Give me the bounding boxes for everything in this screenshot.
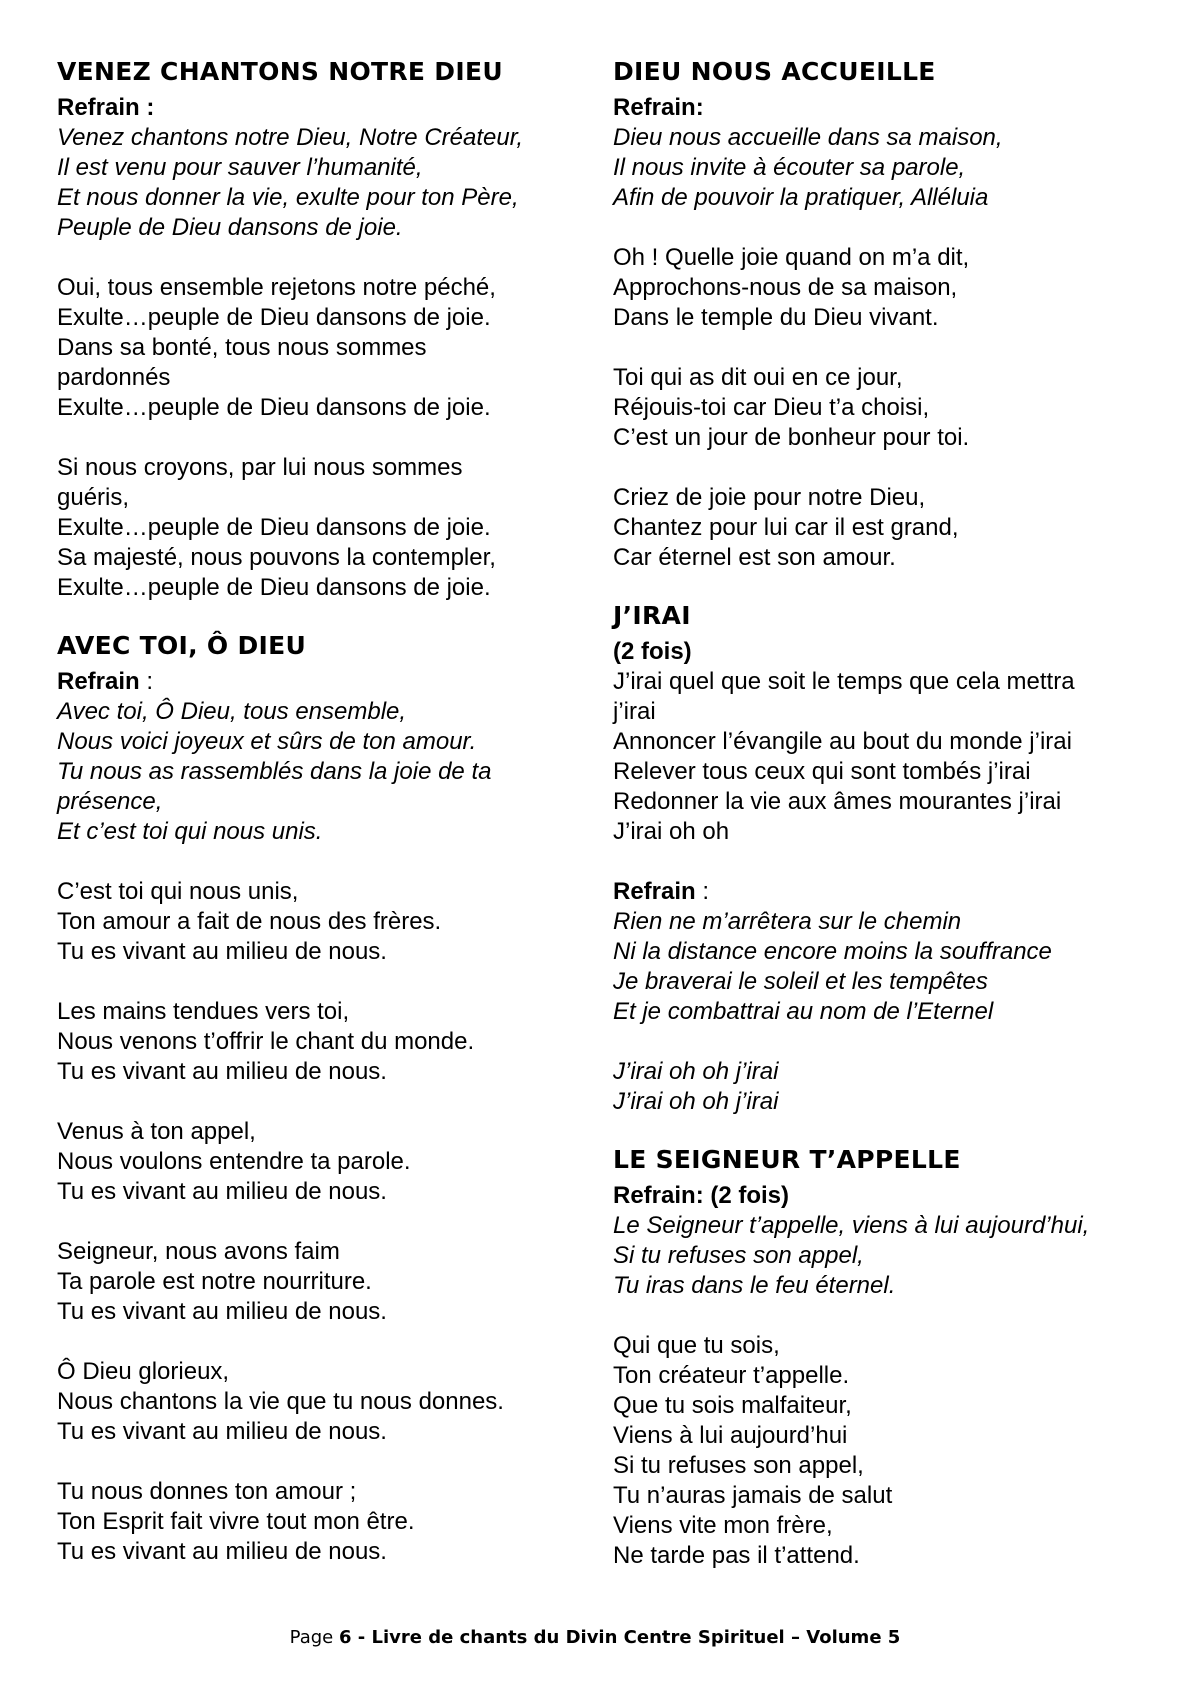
right-column	[613, 55, 1143, 1597]
verse-line: Tu es vivant au milieu de nous.	[57, 1058, 387, 1085]
refrain-line: Je braverai le soleil et les tempêtes	[613, 968, 988, 995]
refrain-label: Refrain :	[57, 668, 154, 695]
verse-line: Toi qui as dit oui en ce jour,	[613, 364, 903, 391]
page-footer	[0, 1626, 1190, 1650]
verse	[57, 997, 577, 1087]
refrain-line: Et nous donner la vie, exulte pour ton Père,	[57, 184, 519, 211]
verse	[57, 1357, 577, 1447]
coda-line: J’irai oh oh j’irai	[613, 1088, 779, 1115]
verse-line: Exulte…peuple de Dieu dansons de joie.	[57, 304, 491, 331]
verse-line: Criez de joie pour notre Dieu,	[613, 484, 926, 511]
verse-line: Dans le temple du Dieu vivant.	[613, 304, 939, 331]
coda	[613, 1057, 1143, 1117]
verse-line: Ne tarde pas il t’attend.	[613, 1542, 860, 1569]
verse-line: Tu es vivant au milieu de nous.	[57, 938, 387, 965]
page-number: 6	[338, 1627, 352, 1648]
verse-line: Viens à lui aujourd’hui	[613, 1422, 848, 1449]
verse-line: Sa majesté, nous pouvons la contempler,	[57, 544, 496, 571]
verse-line: Venus à ton appel,	[57, 1118, 256, 1145]
refrain-line: Il nous invite à écouter sa parole,	[613, 154, 966, 181]
song-title: LE SEIGNEUR T’APPELLE	[613, 1145, 961, 1174]
refrain-line: Et je combattrai au nom de l’Eternel	[613, 998, 994, 1025]
verse-line: Oh ! Quelle joie quand on m’a dit,	[613, 244, 970, 271]
verse-line: Ô Dieu glorieux,	[57, 1358, 230, 1385]
refrain-line: Ni la distance encore moins la souffrance	[613, 938, 1052, 965]
song-title: VENEZ CHANTONS NOTRE DIEU	[57, 57, 503, 86]
verse	[57, 877, 577, 967]
verse-line: Redonner la vie aux âmes mourantes j’irai	[613, 788, 1062, 815]
verse-line: Tu es vivant au milieu de nous.	[57, 1298, 387, 1325]
verse-line: Exulte…peuple de Dieu dansons de joie.	[57, 514, 491, 541]
song-le-seigneur-tappelle	[613, 1143, 1143, 1571]
verse-line: Seigneur, nous avons faim	[57, 1238, 340, 1265]
refrain-line: Venez chantons notre Dieu, Notre Créateur,	[57, 124, 524, 151]
verse-line: Que tu sois malfaiteur,	[613, 1392, 852, 1419]
song-avec-toi	[57, 629, 577, 1567]
verse-line: C’est toi qui nous unis,	[57, 878, 299, 905]
verse	[57, 453, 577, 603]
refrain-label: Refrain :	[613, 878, 710, 905]
verse-line: Car éternel est son amour.	[613, 544, 896, 571]
verse-line: Viens vite mon frère,	[613, 1512, 833, 1539]
refrain-label: Refrain:	[613, 94, 704, 121]
verse	[57, 1117, 577, 1207]
verse-line: Tu es vivant au milieu de nous.	[57, 1538, 387, 1565]
verse-line: Réjouis-toi car Dieu t’a choisi,	[613, 394, 930, 421]
verse-line: Ton créateur t’appelle.	[613, 1362, 850, 1389]
refrain-line: Afin de pouvoir la pratiquer, Alléluia	[613, 184, 989, 211]
verse-line: Oui, tous ensemble rejetons notre péché,	[57, 274, 496, 301]
song-dieu-nous-accueille	[613, 55, 1143, 573]
verse	[57, 1237, 577, 1327]
song-title: AVEC TOI, Ô DIEU	[57, 631, 307, 660]
verse-line: pardonnés	[57, 364, 171, 391]
refrain	[57, 697, 577, 847]
verse-line: Ta parole est notre nourriture.	[57, 1268, 372, 1295]
refrain-line: Rien ne m’arrêtera sur le chemin	[613, 908, 962, 935]
verse-line: Nous chantons la vie que tu nous donnes.	[57, 1388, 504, 1415]
verse-line: guéris,	[57, 484, 130, 511]
verse	[57, 1477, 577, 1567]
refrain	[57, 123, 577, 243]
verse	[613, 363, 1143, 453]
verse-line: Nous venons t’offrir le chant du monde.	[57, 1028, 475, 1055]
verse-line: Si tu refuses son appel,	[613, 1452, 864, 1479]
refrain-line: Si tu refuses son appel,	[613, 1242, 864, 1269]
refrain	[613, 1211, 1143, 1301]
refrain-line: Dieu nous accueille dans sa maison,	[613, 124, 1003, 151]
verse-line: Exulte…peuple de Dieu dansons de joie.	[57, 394, 491, 421]
verse-line: Annoncer l’évangile au bout du monde j’irai	[613, 728, 1072, 755]
refrain-line: Tu iras dans le feu éternel.	[613, 1272, 896, 1299]
refrain-line: Nous voici joyeux et sûrs de ton amour.	[57, 728, 477, 755]
verse-line: J’irai quel que soit le temps que cela mettra	[613, 668, 1075, 695]
verse-line: Ton Esprit fait vivre tout mon être.	[57, 1508, 415, 1535]
refrain-line: Et c’est toi qui nous unis.	[57, 818, 323, 845]
refrain-line: présence,	[57, 788, 163, 815]
refrain-line: Il est venu pour sauver l’humanité,	[57, 154, 423, 181]
verse	[57, 273, 577, 423]
verse-line: Tu n’auras jamais de salut	[613, 1482, 893, 1509]
verse-line: Chantez pour lui car il est grand,	[613, 514, 959, 541]
verse-line: Tu es vivant au milieu de nous.	[57, 1418, 387, 1445]
coda-line: J’irai oh oh j’irai	[613, 1058, 779, 1085]
verse-line: J’irai oh oh	[613, 818, 730, 845]
verse	[613, 1331, 1143, 1571]
song-title: DIEU NOUS ACCUEILLE	[613, 57, 936, 86]
verse-line: j’irai	[613, 698, 656, 725]
left-column	[57, 55, 577, 1593]
verse-line: Si nous croyons, par lui nous sommes	[57, 454, 463, 481]
song-jirai	[613, 599, 1143, 1117]
footer-text: - Livre de chants du Divin Centre Spirituel – Volume 5	[351, 1627, 901, 1648]
refrain-line: Tu nous as rassemblés dans la joie de ta	[57, 758, 492, 785]
song-title: J’IRAI	[613, 601, 691, 630]
footer-prefix: Page	[289, 1627, 339, 1648]
repeat-label: (2 fois)	[613, 638, 692, 665]
song-venez-chantons	[57, 55, 577, 603]
verse-line: Ton amour a fait de nous des frères.	[57, 908, 442, 935]
refrain	[613, 123, 1143, 213]
verse-line: C’est un jour de bonheur pour toi.	[613, 424, 970, 451]
verse-line: Tu es vivant au milieu de nous.	[57, 1178, 387, 1205]
verse-line: Dans sa bonté, tous nous sommes	[57, 334, 427, 361]
verse-line: Les mains tendues vers toi,	[57, 998, 350, 1025]
refrain-label: Refrain :	[57, 94, 155, 121]
refrain-line: Avec toi, Ô Dieu, tous ensemble,	[57, 698, 407, 725]
verse-line: Approchons-nous de sa maison,	[613, 274, 958, 301]
refrain-line: Peuple de Dieu dansons de joie.	[57, 214, 403, 241]
verse	[613, 667, 1143, 847]
verse-line: Tu nous donnes ton amour ;	[57, 1478, 357, 1505]
refrain-label: Refrain: (2 fois)	[613, 1182, 790, 1209]
verse-line: Exulte…peuple de Dieu dansons de joie.	[57, 574, 491, 601]
verse	[613, 243, 1143, 333]
verse-line: Qui que tu sois,	[613, 1332, 780, 1359]
refrain	[613, 907, 1143, 1027]
verse-line: Relever tous ceux qui sont tombés j’irai	[613, 758, 1031, 785]
refrain-line: Le Seigneur t’appelle, viens à lui aujourd’hui,	[613, 1212, 1090, 1239]
verse	[613, 483, 1143, 573]
verse-line: Nous voulons entendre ta parole.	[57, 1148, 411, 1175]
